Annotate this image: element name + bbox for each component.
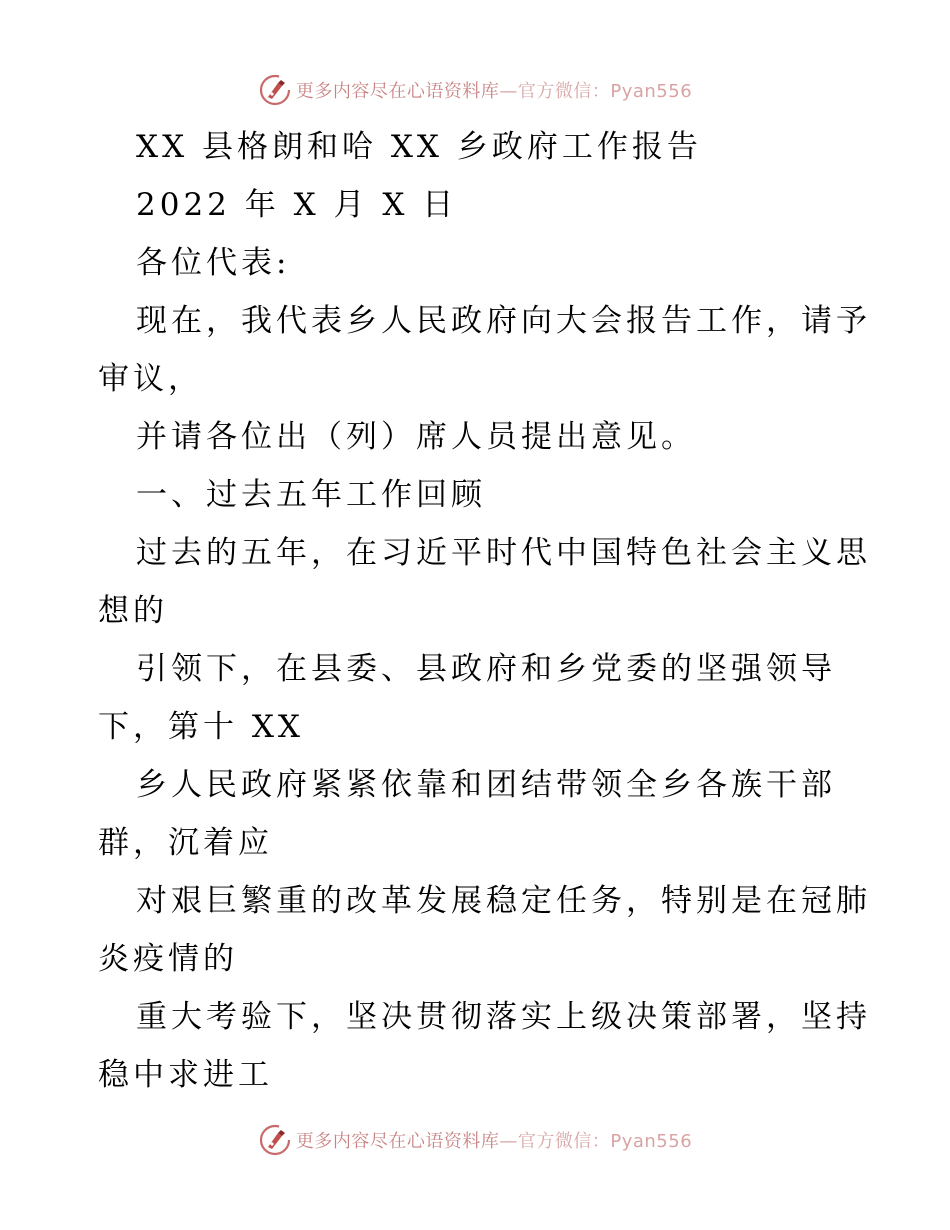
body-line: 稳中求进工 [98,1057,273,1093]
section-heading: 一、过去五年工作回顾 [136,477,486,513]
watermark-text [296,77,692,103]
pen-nib-logo-icon [258,73,292,107]
salutation: 各位代表: [136,245,291,281]
body-line: 过去的五年，在习近平时代中国特色社会主义思 [136,535,871,571]
body-line: 对艰巨繁重的改革发展稳定任务，特别是在冠肺 [136,883,871,919]
watermark-wechat-label: 官方微信： [517,1131,611,1152]
body-line: 审议， [98,361,203,397]
watermark-separator: — [499,1131,518,1152]
body-line: 炎疫情的 [98,941,238,977]
watermark-separator: — [499,81,518,102]
body-line: 想的 [98,593,168,629]
body-line: 现在，我代表乡人民政府向大会报告工作，请予 [136,303,871,339]
watermark-text [296,1127,692,1153]
document-title: XX 县格朗和哈 XX 乡政府工作报告 [136,129,702,165]
watermark-site: 更多内容尽在心语资料库 [295,81,500,102]
footer-watermark [0,1120,950,1160]
body-line: 并请各位出（列）席人员提出意见。 [136,419,696,455]
watermark-wechat-label: 官方微信： [517,81,611,102]
watermark-wechat-id: Pyan556 [610,1131,693,1152]
watermark-site: 更多内容尽在心语资料库 [295,1131,500,1152]
pen-nib-logo-icon [258,1123,292,1157]
body-line: 引领下，在县委、县政府和乡党委的坚强领导 [136,651,836,687]
body-line: 重大考验下，坚决贯彻落实上级决策部署，坚持 [136,999,871,1035]
header-watermark [0,70,950,110]
body-line: 乡人民政府紧紧依靠和团结带领全乡各族干部 [136,767,836,803]
watermark-wechat-id: Pyan556 [610,81,693,102]
document-date: 2022 年 X 月 X 日 [136,187,458,223]
body-line: 下，第十 XX [98,709,304,745]
document-body [98,118,871,1104]
body-line: 群，沉着应 [98,825,273,861]
